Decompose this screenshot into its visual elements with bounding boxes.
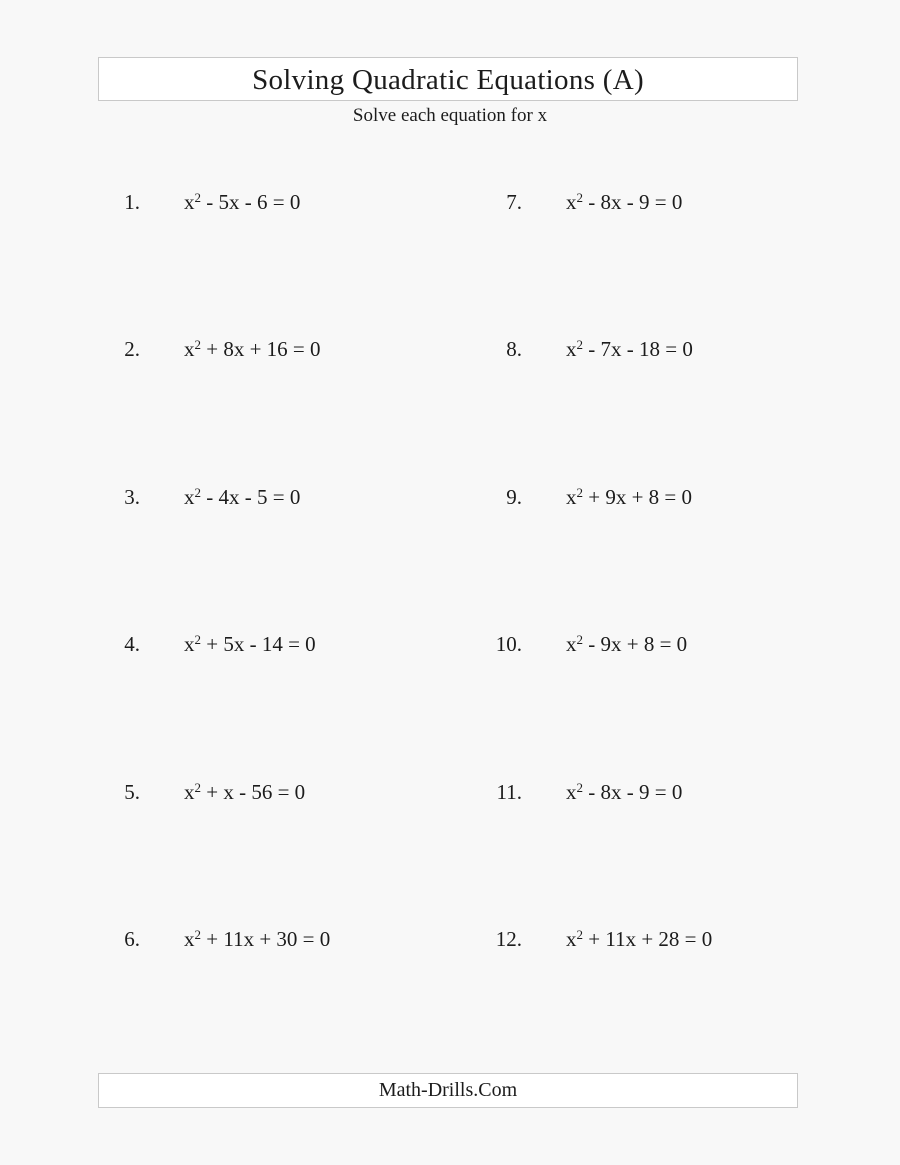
problem-equation: $x^2 + 5x - 14 = 0$ [184,632,316,656]
problem-equation: $x^2 - 8x - 9 = 0$ [566,190,683,214]
problem-number: 9. [506,485,522,509]
problem-number: 3. [124,485,140,509]
problem-number: 12. [495,927,522,951]
worksheet-title: Solving Quadratic Equations (A) [252,64,644,96]
problem-item [477,481,692,513]
problem-equation: $x^2 - 4x - 5 = 0$ [184,485,301,509]
problem-number: 10. [495,632,522,656]
problem-equation: $x^2 - 8x - 9 = 0$ [566,780,683,804]
problem-item [95,333,321,365]
problem-number: 8. [506,337,522,361]
problem-number: 4. [124,632,140,656]
worksheet-instructions: Solve each equation for x [352,105,548,126]
problem-equation: $x^2 - 5x - 6 = 0$ [184,190,301,214]
problem-number: 7. [506,190,522,214]
problem-equation: $x^2 + 8x + 16 = 0$ [184,337,321,361]
problem-item [477,628,687,660]
problem-number: 11. [496,780,522,804]
problem-item [477,923,712,955]
problem-item [95,923,330,955]
problem-item [95,776,305,808]
problem-number: 5. [124,780,140,804]
problem-number: 6. [124,927,140,951]
problem-equation: $x^2 + x - 56 = 0$ [184,780,306,804]
footer-box [98,1073,798,1108]
problem-equation: $x^2 + 9x + 8 = 0$ [566,485,693,509]
problem-item [95,186,300,218]
problem-item [95,481,300,513]
problem-item [95,628,316,660]
problem-equation: $x^2 - 9x + 8 = 0$ [566,632,688,656]
problem-equation: $x^2 - 7x - 18 = 0$ [566,337,693,361]
problem-equation: $x^2 + 11x + 28 = 0$ [566,927,713,951]
problem-equation: $x^2 + 11x + 30 = 0$ [184,927,331,951]
problem-number: 2. [124,337,140,361]
problem-item [477,186,682,218]
problem-number: 1. [124,190,140,214]
problem-item [477,776,682,808]
footer-brand: Math-Drills.Com [378,1079,518,1101]
problem-item [477,333,693,365]
